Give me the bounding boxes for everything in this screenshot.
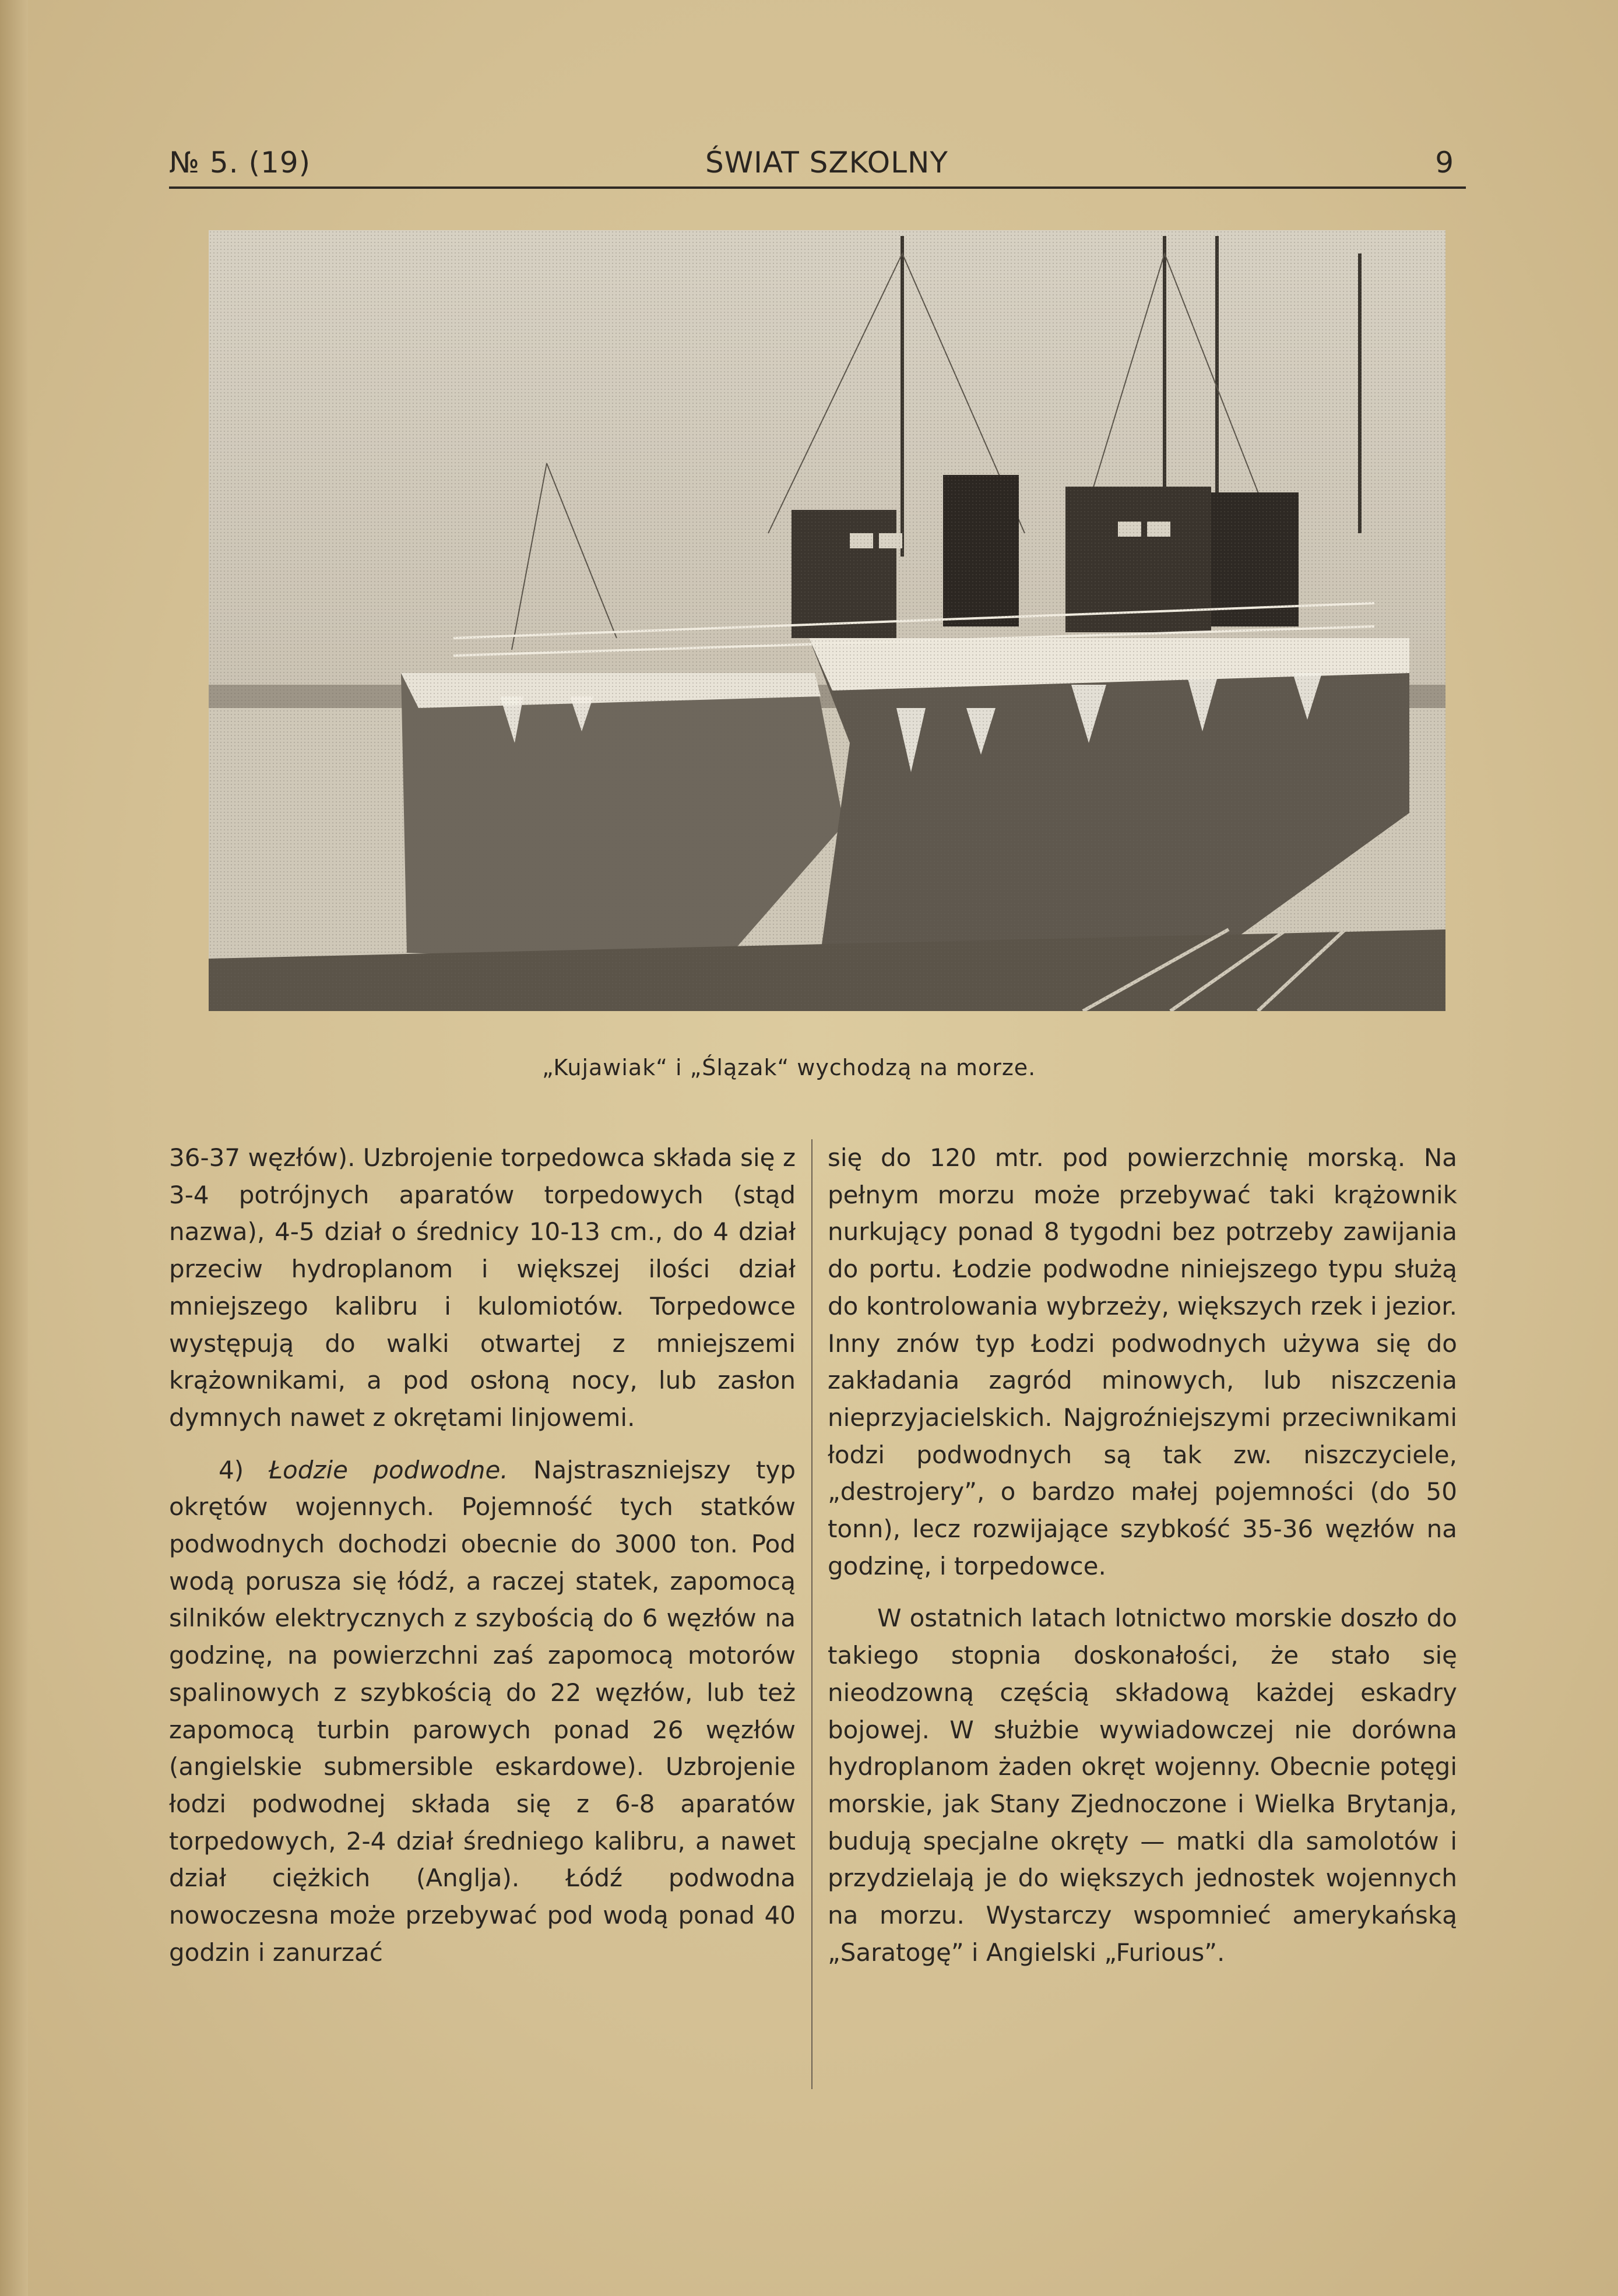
page-binding-edge (0, 0, 28, 2296)
ships-photo (209, 230, 1445, 1011)
paragraph: się do 120 mtr. pod powierzchnię morską. Na pełnym morzu może przebywać taki krążownik nurkujący ponad 8 tygodni bez potrzeby zawijania do portu. Łodzie podwodne niniejszego typu służą do kontrolowania wybrzeży, większych rzek i jezior. Inny znów typ Łodzi podwodnych używa się do zakładania zagród minowych, lub niszczenia nieprzyjacielskich. Najgroźniejszymi przeciwnikami łodzi podwodnych są tak zw. niszczyciele, „destrojery”, o bardzo małej pojemności (do 50 tonn), lecz rozwijające szybkość 35-36 węzłów na godzinę, i torpedowce. (828, 1143, 1457, 1580)
section-number: 4) (219, 1455, 244, 1484)
paragraph-aviation: W ostatnich latach lotnictwo morskie doszło do takiego stopnia doskonałości, że stało się nieodzowną częścią składową każdej eskadry bojowej. W służbie wywiadowczej nie dorówna hydroplanom żaden okręt wojenny. Obecnie potęgi morskie, jak Stany Zjednoczone i Wielka Brytanja, budują specjalne okręty — matki dla samolotów i przydzielają je do większych jednostek wojennych na morzu. Wystarczy wspomnieć amerykańską „Saratogę” i Angielski „Furious”. (828, 1604, 1457, 1967)
paragraph-submarines (169, 1452, 796, 1971)
page-number: 9 (1435, 146, 1454, 179)
section-heading: Łodzie podwodne. (269, 1455, 508, 1484)
page-header (169, 146, 1466, 186)
issue-number: № 5. (19) (169, 146, 311, 179)
article-left-column (169, 1139, 796, 1971)
header-rule (169, 186, 1466, 189)
paragraph: 36-37 węzłów). Uzbrojenie torpedowca składa się z 3-4 potrójnych aparatów torpedowych (stąd nazwa), 4-5 dział o średnicy 10-13 cm., do 4 dział przeciw hydroplanom i większej ilości dział mniejszego kalibru i kulomiotów. Torpedowce występują do walki otwartej z mniejszemi krążownikami, a pod osłoną nocy, lub zasłon dymnych nawet z okrętami linjowemi. (169, 1143, 796, 1432)
photo-caption: „Kujawiak“ i „Ślązak“ wychodzą na morze. (542, 1055, 1036, 1080)
ships-photo-illustration (209, 230, 1445, 1011)
column-divider (811, 1139, 812, 2089)
section-body: Najstraszniejszy typ okrętów wojennych. Pojemność tych statków podwodnych dochodzi obecnie do 3000 ton. Pod wodą porusza się łódź, a raczej statek, zapomocą silników elektrycznych z szybością do 6 węzłów na godzinę, na powierzchni zaś zapomocą motorów spalinowych z szybkością do 22 węzłów, lub też zapomocą turbin parowych ponad 26 węzłów (angielskie submersible eskardowe). Uzbrojenie łodzi podwodnej składa się z 6-8 aparatów torpedowych, 2-4 dział średniego kalibru, a nawet dział ciężkich (Anglja). Łódź podwodna nowoczesna może przebywać pod wodą ponad 40 godzin i zanurzać (169, 1455, 796, 1967)
article-right-column (828, 1139, 1457, 1971)
magazine-title: ŚWIAT SZKOLNY (705, 146, 948, 179)
